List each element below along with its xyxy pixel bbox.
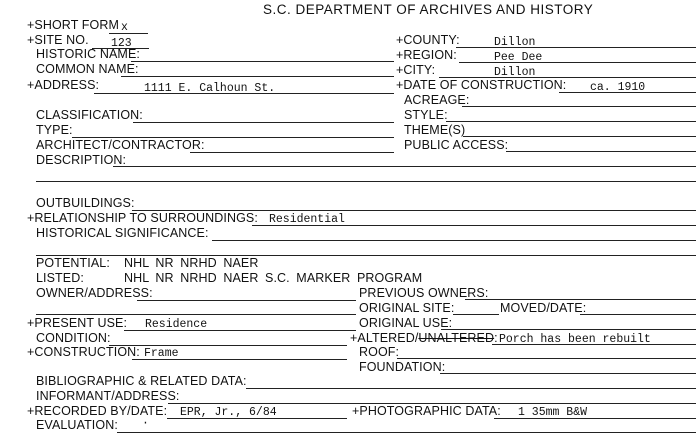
moved-date-line (580, 314, 696, 315)
construction-value: Frame (144, 347, 179, 360)
recorded-by-label: +RECORDED BY/DATE: (27, 404, 168, 418)
short-form-line (109, 33, 148, 34)
county-line (456, 47, 696, 48)
original-site-line (453, 314, 499, 315)
date-of-construction-label: +DATE OF CONSTRUCTION: (396, 78, 567, 92)
roof-line (397, 358, 696, 359)
original-use-line (441, 329, 696, 330)
original-use-label: ORIGINAL USE: (359, 316, 453, 330)
site-no-label: +SITE NO. (27, 33, 89, 47)
owner-address-line-2 (36, 314, 356, 315)
architect-label: ARCHITECT/CONTRACTOR: (36, 138, 205, 152)
site-no-value: 123 (111, 37, 132, 50)
evaluation-value: · (142, 417, 149, 430)
present-use-line (124, 330, 356, 331)
photographic-value: 1 35mm B&W (518, 406, 588, 419)
altered-prefix: +ALTERED/ (350, 331, 419, 345)
acreage-label: ACREAGE: (404, 93, 470, 107)
listed-label: LISTED: (36, 271, 84, 285)
informant-label: INFORMANT/ADDRESS: (36, 389, 180, 403)
common-name-label: COMMON NAME: (36, 62, 139, 76)
historical-significance-line (212, 240, 696, 241)
previous-owners-line (465, 299, 696, 300)
city-label: +CITY: (396, 63, 436, 77)
construction-line (132, 359, 347, 360)
evaluation-label: EVALUATION: (36, 418, 118, 432)
potential-label: POTENTIAL: (36, 256, 110, 270)
relationship-label: +RELATIONSHIP TO SURROUNDINGS: (27, 211, 258, 225)
historic-name-line (131, 61, 394, 62)
public-access-line (506, 151, 696, 152)
theme-label: THEME(S) (404, 123, 466, 137)
type-label: TYPE: (36, 123, 73, 137)
owner-address-label: OWNER/ADDRESS: (36, 286, 153, 300)
original-site-label: ORIGINAL SITE: (359, 301, 455, 315)
acreage-line (462, 106, 696, 107)
region-line (459, 62, 696, 63)
style-line (446, 121, 696, 122)
evaluation-line (117, 432, 696, 433)
outbuildings-label: OUTBUILDINGS: (36, 196, 135, 210)
roof-label: ROOF: (359, 345, 400, 359)
condition-line (109, 345, 347, 346)
common-name-line (121, 76, 394, 77)
altered-label (350, 331, 498, 345)
unaltered-struck: UNALTERED (418, 331, 495, 345)
recorded-by-line (167, 418, 347, 419)
relationship-line (252, 225, 696, 226)
present-use-value: Residence (145, 318, 208, 331)
photographic-label: +PHOTOGRAPHIC DATA: (352, 404, 501, 418)
classification-label: CLASSIFICATION: (36, 108, 143, 122)
description-line-2 (36, 181, 696, 182)
county-value: Dillon (494, 36, 536, 49)
potential-codes: NHL NR NRHD NAER (124, 256, 259, 270)
foundation-label: FOUNDATION: (359, 360, 446, 374)
classification-line (133, 122, 394, 123)
region-label: +REGION: (396, 48, 457, 62)
photographic-line (494, 418, 696, 419)
date-of-construction-value: ca. 1910 (590, 81, 646, 94)
condition-label: CONDITION: (36, 331, 111, 345)
city-value: Dillon (494, 66, 536, 79)
bibliographic-line (246, 388, 696, 389)
foundation-line (440, 373, 696, 374)
construction-label: +CONSTRUCTION: (27, 345, 140, 359)
date-of-construction-line (559, 92, 696, 93)
listed-codes: NHL NR NRHD NAER S.C. MARKER PROGRAM (124, 271, 423, 285)
county-label: +COUNTY: (396, 33, 460, 47)
address-value: 1111 E. Calhoun St. (144, 82, 276, 95)
short-form-label: +SHORT FORM (27, 18, 119, 32)
address-line (94, 93, 394, 94)
architect-line (190, 152, 394, 153)
altered-value: Porch has been rebuilt (499, 333, 651, 346)
region-value: Pee Dee (494, 51, 543, 64)
moved-date-label: MOVED/DATE: (500, 301, 587, 315)
owner-address-line (137, 300, 356, 301)
relationship-value: Residential (269, 213, 345, 226)
description-line-1 (113, 166, 696, 167)
address-label: +ADDRESS: (27, 78, 100, 92)
short-form-value: x (121, 21, 128, 34)
previous-owners-label: PREVIOUS OWNERS: (359, 286, 489, 300)
style-label: STYLE: (404, 108, 448, 122)
altered-line (492, 344, 696, 345)
historical-significance-label: HISTORICAL SIGNIFICANCE: (36, 226, 209, 240)
bibliographic-label: BIBLIOGRAPHIC & RELATED DATA: (36, 374, 247, 388)
historic-name-label: HISTORIC NAME: (36, 47, 140, 61)
recorded-by-value: EPR, Jr., 6/84 (180, 406, 277, 419)
present-use-label: +PRESENT USE: (27, 316, 128, 330)
theme-line (463, 136, 696, 137)
public-access-label: PUBLIC ACCESS: (404, 138, 509, 152)
description-label: DESCRIPTION: (36, 153, 127, 167)
altered-suffix: : (494, 331, 498, 345)
form-title: S.C. DEPARTMENT OF ARCHIVES AND HISTORY (263, 2, 594, 17)
